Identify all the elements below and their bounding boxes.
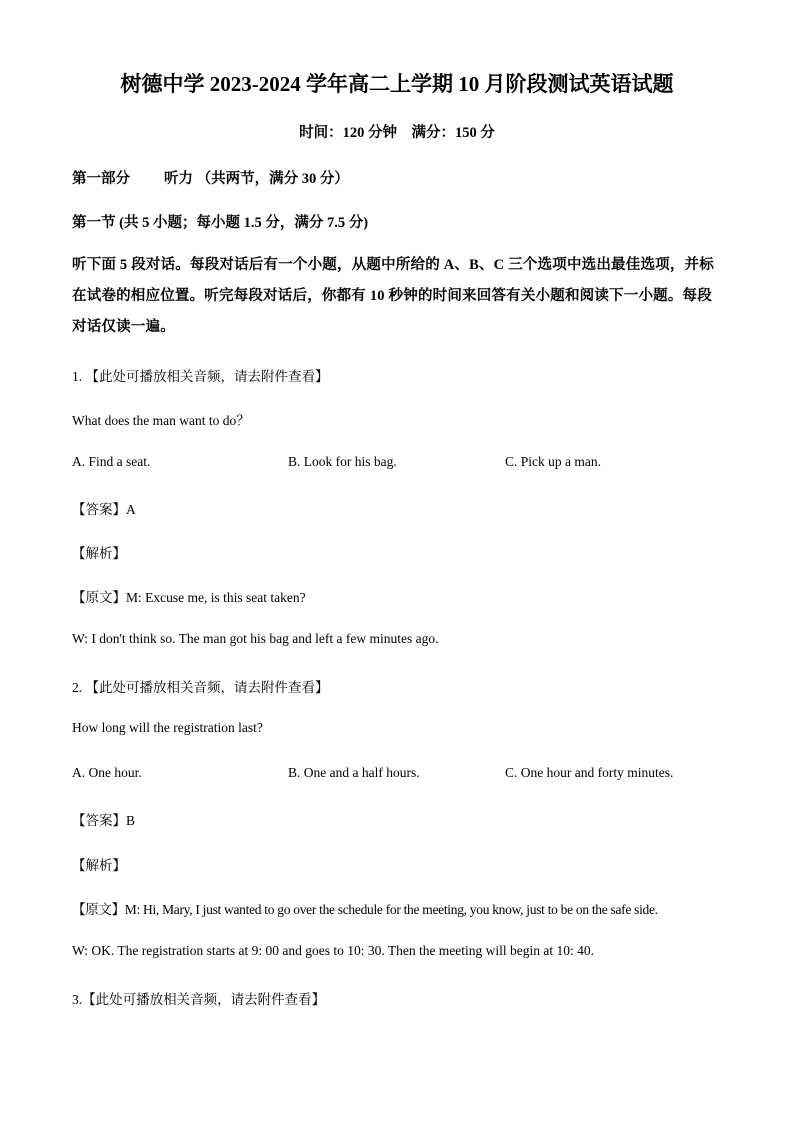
q2-option-c: C. One hour and forty minutes. <box>505 765 674 780</box>
exam-time-score: 时间：120 分钟 满分：150 分 <box>299 125 495 141</box>
q2-transcript-woman: W: OK. The registration starts at 9: 00 and goes to 10: 30. Then the meeting will begin at 10: 40. <box>72 943 595 958</box>
q1-header: 1. 【此处可播放相关音频，请去附件查看】 <box>72 369 329 384</box>
q2-answer: 【答案】B <box>72 813 136 828</box>
q2-question: How long will the registration last? <box>72 720 263 735</box>
q1-transcript-man: 【原文】M: Excuse me, is this seat taken? <box>72 590 306 605</box>
q2-option-a: A. One hour. <box>72 765 142 780</box>
section-heading: 第一节 (共 5 小题；每小题 1.5 分，满分 7.5 分) <box>72 215 369 231</box>
q1-option-b: B. Look for his bag. <box>288 454 397 469</box>
q2-option-b: B. One and a half hours. <box>288 765 420 780</box>
part-heading <box>72 167 349 188</box>
q2-transcript-man: 【原文】M: Hi, Mary, I just wanted to go over the schedule for the meeting, you know, just to be on the safe side. <box>72 902 658 917</box>
q1-analysis: 【解析】 <box>72 546 126 561</box>
page-title: 树德中学 2023-2024 学年高二上学期 10 月阶段测试英语试题 <box>120 72 674 96</box>
q2-header: 2. 【此处可播放相关音频，请去附件查看】 <box>72 680 329 695</box>
q1-option-a: A. Find a seat. <box>72 454 151 469</box>
q1-transcript-woman: W: I don't think so. The man got his bag and left a few minutes ago. <box>72 631 439 646</box>
q1-answer: 【答案】A <box>72 502 136 517</box>
q2-analysis: 【解析】 <box>72 858 126 873</box>
q3-header: 3.【此处可播放相关音频，请去附件查看】 <box>72 992 326 1007</box>
part-label: 第一部分 <box>72 171 130 187</box>
q1-question: What does the man want to do？ <box>72 413 250 428</box>
part-name: 听力 （共两节，满分 30 分） <box>164 171 349 187</box>
q1-option-c: C. Pick up a man. <box>505 454 601 469</box>
instructions: 听下面 5 段对话。每段对话后有一个小题，从题中所给的 A、B、C 三个选项中选出最佳选项，并标在试卷的相应位置。听完每段对话后，你都有 10 秒钟的时间来回答有关小题和阅读下一小题。每段对话仅读一遍。 <box>72 257 714 335</box>
